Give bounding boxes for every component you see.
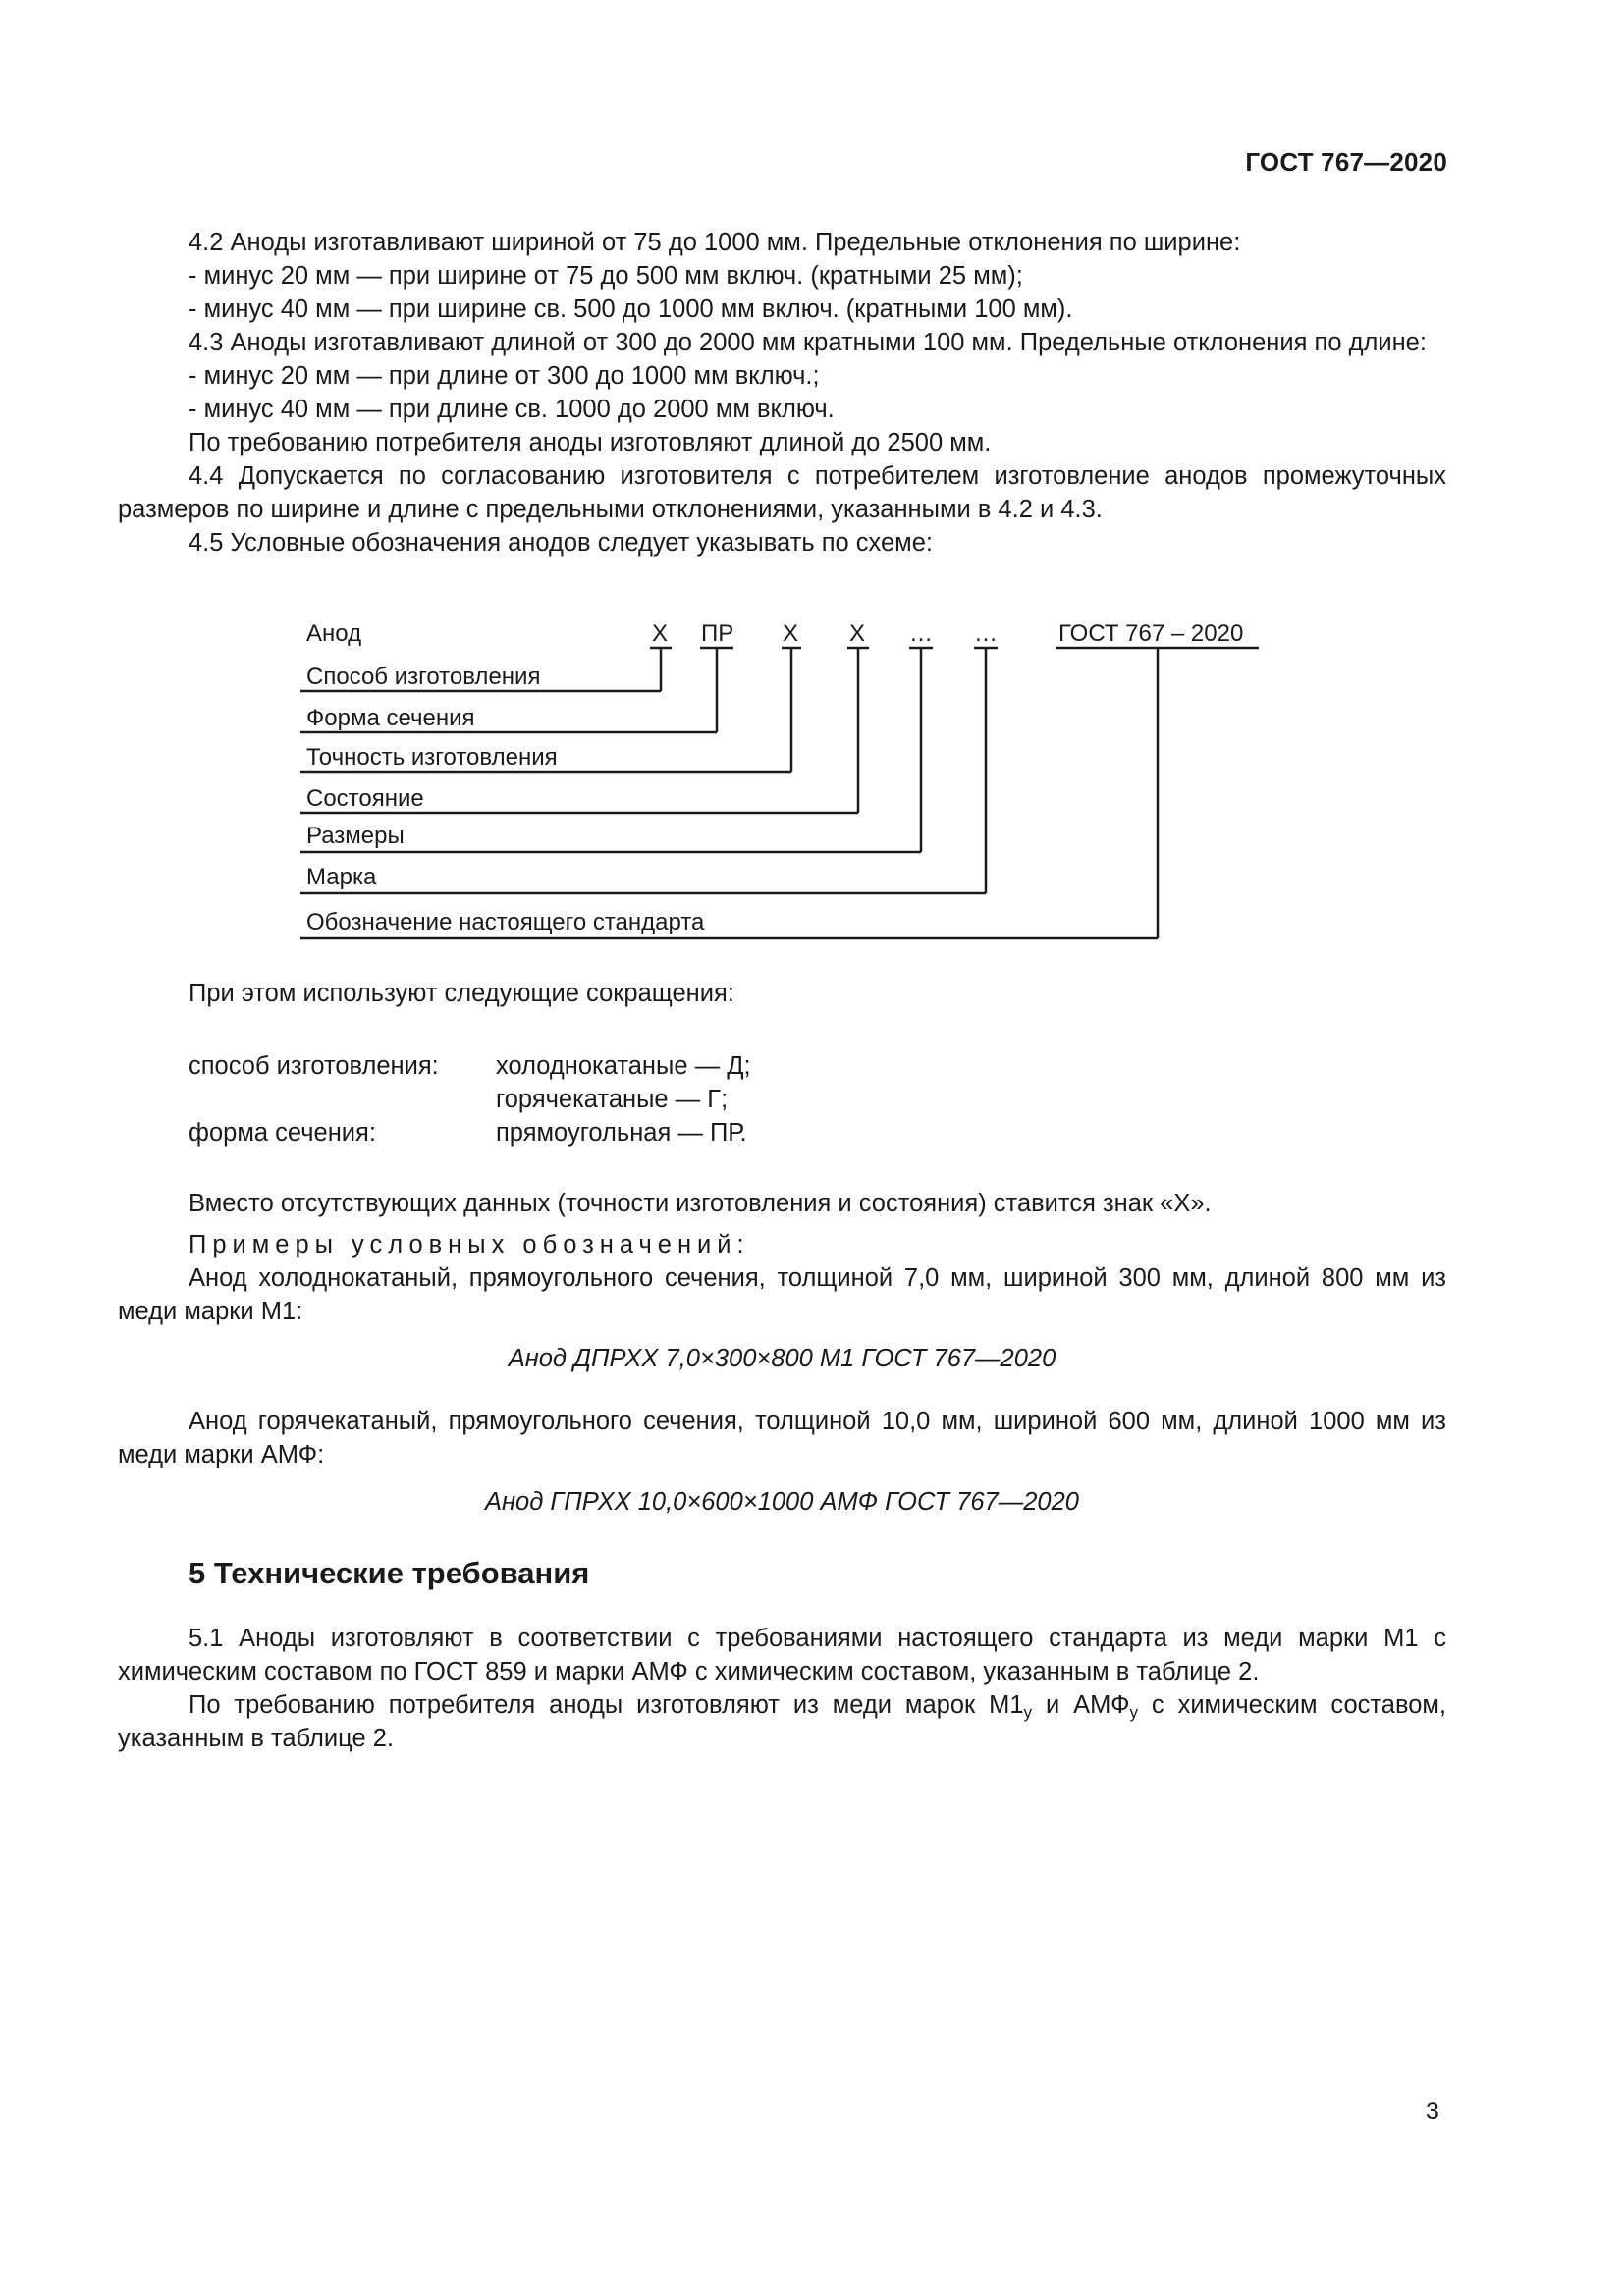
abbr-row-form xyxy=(118,1116,1446,1149)
clauses-4-2-to-4-5 xyxy=(118,226,1446,560)
scheme-row-accuracy: Точность изготовления xyxy=(306,744,558,771)
examples-heading: Примеры условных обозначений: xyxy=(189,1231,750,1258)
clause-4-3-dash-1: - минус 20 мм — при длине от 300 до 1000 мм включ.; xyxy=(189,362,820,390)
abbr-val-cold: холоднокатаные — Д; xyxy=(496,1052,751,1080)
scheme-head-x-method: Х xyxy=(652,620,669,647)
clause-4-2-dash-2: - минус 40 мм — при ширине св. 500 до 1000 мм включ. (кратными 100 мм). xyxy=(189,295,1073,323)
example-1-text: Анод холоднокатаный, прямоугольного сечения, толщиной 7,0 мм, шириной 300 мм, длиной 800 мм из меди марки М1: xyxy=(118,1264,1446,1325)
clause-4-2: 4.2 Аноды изготавливают шириной от 75 до 1000 мм. Предельные отклонения по ширине: xyxy=(189,229,1241,256)
scheme-row-method: Способ изготовления xyxy=(306,664,541,690)
section-5-body xyxy=(118,1622,1446,1755)
abbr-val-rect: прямоугольная — ПР. xyxy=(496,1119,747,1147)
abbr-key-method: способ изготовления: xyxy=(189,1052,439,1080)
page-header-standard: ГОСТ 767—2020 xyxy=(1245,147,1447,177)
scheme-head-gost: ГОСТ 767 – 2020 xyxy=(1058,620,1244,647)
clause-4-3: 4.3 Аноды изготавливают длиной от 300 до 2000 мм кратными 100 мм. Предельные отклонения по длине: xyxy=(189,329,1427,356)
scheme-row-grade: Марка xyxy=(306,864,377,890)
clause-4-3-note: По требованию потребителя аноды изготовляют длиной до 2500 мм. xyxy=(189,429,992,456)
example-1-designation: Анод ДПРХХ 7,0×300×800 М1 ГОСТ 767—2020 xyxy=(508,1345,1056,1372)
scheme-connector-lines xyxy=(300,613,1272,946)
scheme-row-sizes: Размеры xyxy=(306,823,405,849)
clause-5-1: 5.1 Аноды изготовляют в соответствии с требованиями настоящего стандарта из меди марки М1 с химическим составом по ГОСТ 859 и марки АМФ с химическим составом, указанным в таблице 2. xyxy=(118,1625,1446,1685)
scheme-head-x-accuracy: Х xyxy=(783,620,799,647)
abbr-key-form: форма сечения: xyxy=(189,1119,376,1147)
abbr-row-method-2 xyxy=(118,1083,1446,1116)
designation-scheme-diagram xyxy=(300,613,1272,946)
missing-data-note: Вместо отсутствующих данных (точности изготовления и состояния) ставится знак «Х». xyxy=(189,1190,1212,1217)
scheme-head-x-state: Х xyxy=(849,620,866,647)
scheme-head-dots-grade: … xyxy=(974,620,998,647)
scheme-head-dots-size: … xyxy=(909,620,933,647)
clause-4-4: 4.4 Допускается по согласованию изготовителя с потребителем изготовление анодов промежуточных размеров по ширине и длине с предельными отклонениями, указанными в 4.2 и 4.3. xyxy=(118,462,1446,523)
abbr-row-method xyxy=(118,1049,1446,1083)
example-2-designation: Анод ГПРХХ 10,0×600×1000 АМФ ГОСТ 767—2020 xyxy=(485,1488,1079,1516)
scheme-row-standard: Обозначение настоящего стандарта xyxy=(306,909,705,935)
clause-4-5: 4.5 Условные обозначения анодов следует указывать по схеме: xyxy=(189,529,933,557)
scheme-head-pr: ПР xyxy=(701,620,734,647)
abbr-val-hot: горячекатаные — Г; xyxy=(496,1086,729,1113)
abbreviations-block xyxy=(118,977,1446,1519)
example-2-text: Анод горячекатаный, прямоугольного сечения, толщиной 10,0 мм, шириной 600 мм, длиной 1000 мм из меди марки АМФ: xyxy=(118,1408,1446,1468)
clause-4-3-dash-2: - минус 40 мм — при длине св. 1000 до 2000 мм включ. xyxy=(189,396,835,423)
scheme-row-section-form: Форма сечения xyxy=(306,705,475,731)
scheme-head-anod: Анод xyxy=(306,620,362,647)
clause-5-1-customer: По требованию потребителя аноды изготовляют из меди марок $М1_у$ и $АМФ_у$ с химическим составом, указанным в таблице 2. xyxy=(118,1691,1447,1752)
abbreviations-intro: При этом используют следующие сокращения: xyxy=(189,980,734,1007)
section-5-title: 5 Технические требования xyxy=(189,1556,590,1590)
scheme-row-state: Состояние xyxy=(306,785,424,812)
page-number: 3 xyxy=(1426,2098,1439,2125)
clause-4-2-dash-1: - минус 20 мм — при ширине от 75 до 500 мм включ. (кратными 25 мм); xyxy=(189,262,1023,290)
